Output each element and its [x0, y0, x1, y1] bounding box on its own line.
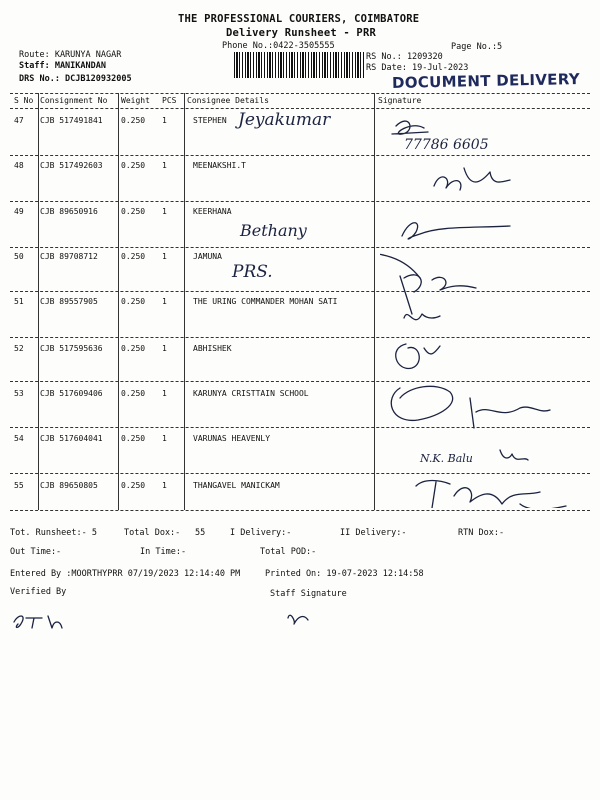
- rs-number: RS No.: 1209320: [366, 52, 443, 62]
- consignment-no: CJB 517609406: [40, 389, 103, 398]
- sno: 52: [14, 344, 24, 353]
- total-pod: Total POD:-: [260, 547, 317, 557]
- rs-date: RS Date: 19-Jul-2023: [366, 63, 469, 73]
- total-dox-value: 55: [195, 528, 206, 538]
- pcs: 1: [162, 344, 167, 353]
- pcs: 1: [162, 434, 167, 443]
- col-signature: Signature: [378, 96, 422, 105]
- consignee: THE URING COMMANDER MOHAN SATI: [193, 297, 338, 306]
- pcs: 1: [162, 481, 167, 490]
- sno: 49: [14, 207, 24, 216]
- consignment-no: CJB 517595636: [40, 344, 103, 353]
- signature-48: [434, 168, 510, 190]
- handwritten-name: Bethany: [240, 221, 307, 240]
- consignment-no: CJB 89650805: [40, 481, 98, 490]
- sno: 54: [14, 434, 24, 443]
- signature-54: [500, 450, 528, 460]
- ii-delivery: II Delivery:-: [340, 528, 407, 538]
- handwritten-number: 77786 6605: [404, 137, 489, 153]
- consignee: VARUNAS HEAVENLY: [193, 434, 271, 443]
- out-time: Out Time:-: [10, 547, 62, 557]
- col-pcs: PCS: [162, 96, 177, 105]
- signature-52: [396, 344, 440, 368]
- handwritten-initials: PRS.: [232, 262, 273, 282]
- staff-signature: [288, 615, 308, 624]
- i-delivery: I Delivery:-: [230, 528, 292, 538]
- col-weight: Weight: [121, 96, 150, 105]
- pcs: 1: [162, 161, 167, 170]
- sno: 48: [14, 161, 24, 170]
- consignment-no: CJB 89650916: [40, 207, 98, 216]
- entered-by: Entered By :MOORTHYPRR 07/19/2023 12:14:40 PM: [10, 569, 241, 579]
- rtn-dox: RTN Dox:-: [458, 528, 505, 538]
- document-title: Delivery Runsheet - PRR: [226, 27, 376, 39]
- divider: [10, 510, 590, 511]
- weight: 0.250: [121, 481, 146, 490]
- signature-47: [392, 121, 428, 134]
- in-time: In Time:-: [140, 547, 187, 557]
- consignment-no: CJB 89708712: [40, 252, 98, 261]
- verified-by: Verified By: [10, 587, 67, 597]
- handwritten-name: Jeyakumar: [238, 110, 331, 130]
- pcs: 1: [162, 207, 167, 216]
- phone-number: Phone No.:0422-3505555: [222, 41, 335, 51]
- signature-55: [416, 481, 566, 509]
- consignee: KEERHANA: [193, 207, 232, 216]
- signature-49: [402, 223, 510, 239]
- pcs: 1: [162, 389, 167, 398]
- footer-signatures: [8, 602, 348, 636]
- pcs: 1: [162, 252, 167, 261]
- sno: 53: [14, 389, 24, 398]
- staff-name: Staff: MANIKANDAN: [19, 61, 106, 71]
- weight: 0.250: [121, 161, 146, 170]
- consignment-no: CJB 517492603: [40, 161, 103, 170]
- signature-53: [391, 386, 550, 428]
- total-runsheet: Tot. Runsheet:- 5: [10, 528, 97, 538]
- signature-scribbles: [380, 108, 580, 508]
- col-sno: S No: [14, 96, 34, 105]
- weight: 0.250: [121, 116, 146, 125]
- weight: 0.250: [121, 389, 146, 398]
- signature-50: [400, 275, 476, 314]
- sno: 47: [14, 116, 24, 125]
- barcode: [234, 52, 366, 78]
- weight: 0.250: [121, 297, 146, 306]
- drs-number: DRS No.: DCJB120932005: [19, 74, 132, 84]
- signature-51: [404, 314, 440, 320]
- route: Route: KARUNYA NAGAR: [19, 50, 122, 60]
- col-consignment: Consignment No: [40, 96, 108, 105]
- document-delivery-stamp: DOCUMENT DELIVERY: [391, 70, 581, 92]
- weight: 0.250: [121, 344, 146, 353]
- printed-on: Printed On: 19-07-2023 12:14:58: [265, 569, 424, 579]
- sno: 50: [14, 252, 24, 261]
- consignee: MEENAKSHI.T: [193, 161, 246, 170]
- consignment-no: CJB 517491841: [40, 116, 103, 125]
- staff-signature-label: Staff Signature: [270, 589, 347, 599]
- company-name: THE PROFESSIONAL COURIERS, COIMBATORE: [178, 13, 420, 25]
- pcs: 1: [162, 297, 167, 306]
- consignee: THANGAVEL MANICKAM: [193, 481, 280, 490]
- sno: 55: [14, 481, 24, 490]
- weight: 0.250: [121, 252, 146, 261]
- handwritten-name: N.K. Balu: [420, 452, 473, 465]
- total-dox-label: Total Dox:-: [124, 528, 181, 538]
- consignee: ABHISHEK: [193, 344, 232, 353]
- consignee: KARUNYA CRISTTAIN SCHOOL: [193, 389, 309, 398]
- pcs: 1: [162, 116, 167, 125]
- consignee: JAMUNA: [193, 252, 222, 261]
- divider: [10, 93, 590, 94]
- page-number: Page No.:5: [451, 42, 503, 52]
- col-consignee: Consignee Details: [187, 96, 269, 105]
- consignment-no: CJB 517604041: [40, 434, 103, 443]
- weight: 0.250: [121, 434, 146, 443]
- weight: 0.250: [121, 207, 146, 216]
- verified-signature: [14, 616, 62, 628]
- sno: 51: [14, 297, 24, 306]
- consignment-no: CJB 89557905: [40, 297, 98, 306]
- consignee: STEPHEN: [193, 116, 227, 125]
